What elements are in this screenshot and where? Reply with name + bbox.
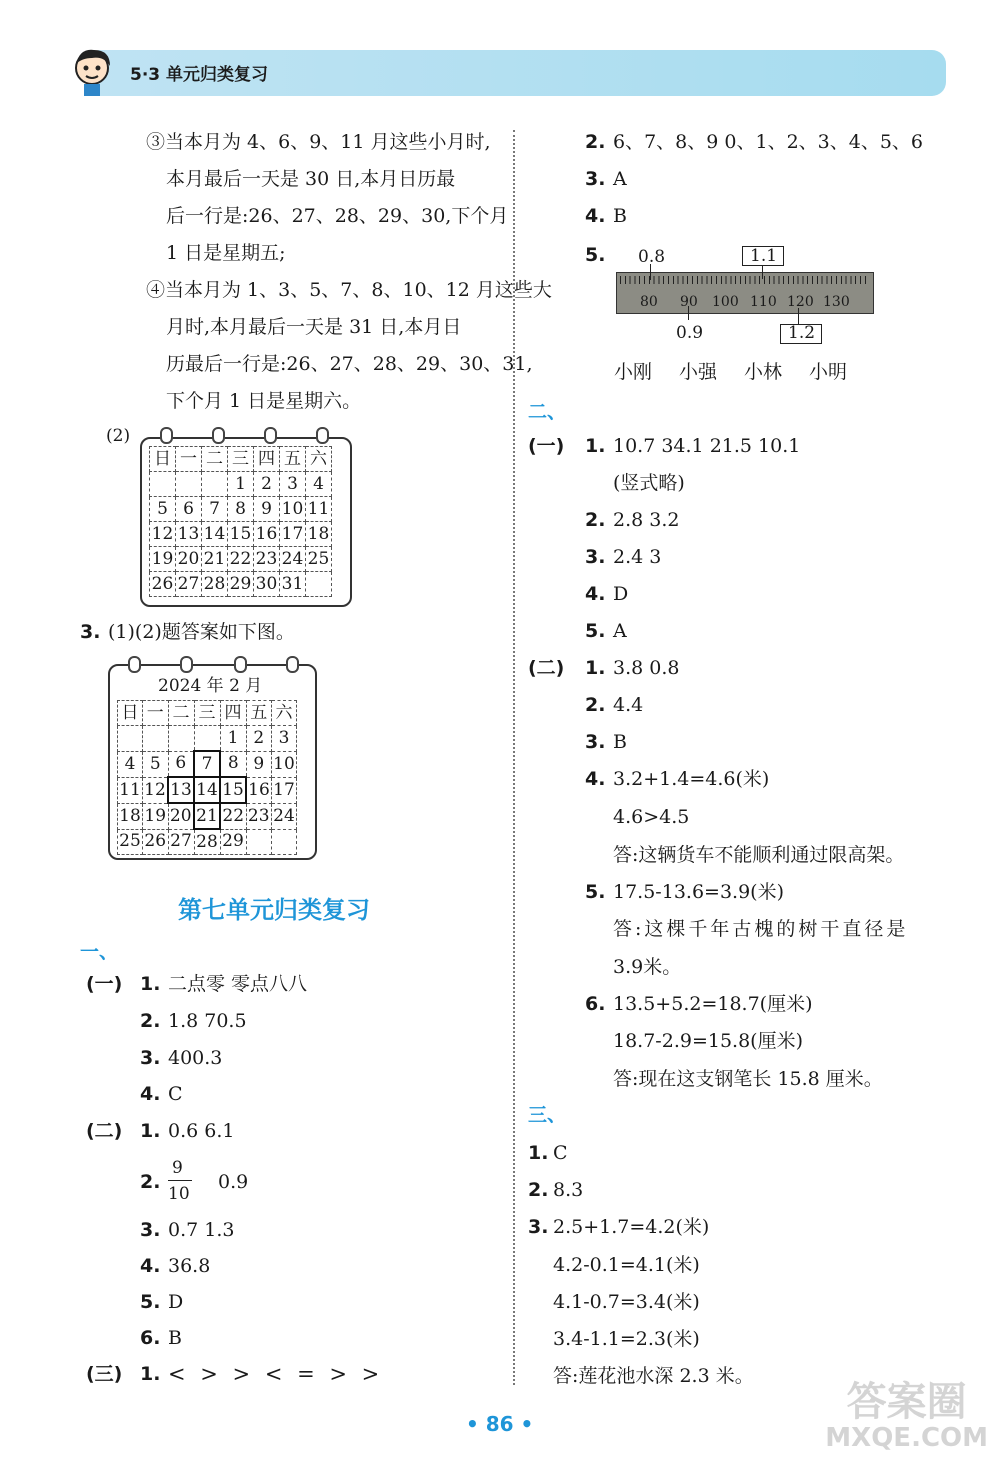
calendar-day: 23 (254, 547, 280, 572)
calendar-day: 26 (150, 572, 176, 597)
item-answer: 2.4 3 (613, 546, 662, 568)
calendar-day: 25 (118, 829, 143, 855)
ruler-label: 110 (750, 294, 777, 310)
item-number: 2. (585, 694, 606, 716)
calendar-day: 29 (220, 829, 246, 855)
calendar-day: 14 (202, 522, 228, 547)
header-title: 5·3 单元归类复习 (130, 65, 269, 85)
item3-line2: 本月最后一天是 30 日,本月日历最 (166, 168, 456, 190)
weekday-header: 二 (168, 701, 194, 726)
weekday-header: 六 (306, 447, 332, 472)
calendar-day: 18 (118, 803, 143, 829)
arrow-icon (798, 308, 799, 324)
item4-line2: 月时,本月最后一天是 31 日,本月日 (166, 316, 462, 338)
item-number: 1. (140, 973, 161, 995)
calendar-day (202, 472, 228, 497)
equation: 2.5+1.7=4.2(米) (553, 1216, 710, 1238)
weekday-header: 五 (246, 701, 272, 726)
fraction-bar (168, 1180, 192, 1181)
calendar-day: 8 (220, 751, 246, 777)
calendar-day: 26 (143, 829, 169, 855)
calendar-day: 16 (246, 777, 272, 803)
ring-icon (180, 656, 193, 673)
item-answer: 400.3 (168, 1047, 223, 1069)
arrow-icon (650, 264, 651, 280)
calendar-day: 7 (202, 497, 228, 522)
calendar-day: 16 (254, 522, 280, 547)
item-answer: 0.6 6.1 (168, 1120, 235, 1142)
weekday-header: 三 (194, 701, 220, 726)
item-number: 6. (140, 1327, 161, 1349)
calendar-day: 2 (246, 726, 272, 752)
arrow-icon (688, 306, 689, 320)
item-number: 4. (140, 1255, 161, 1277)
fraction-numerator: 9 (172, 1158, 183, 1178)
item-number: 4. (585, 583, 606, 605)
ruler-label: 130 (823, 294, 850, 310)
ring-icon (160, 427, 173, 444)
name-label: 小明 (809, 361, 848, 383)
item-number: 4. (585, 768, 606, 790)
name-label: 小刚 (614, 361, 653, 383)
item-number: 2. (528, 1179, 549, 1201)
item-number: 5. (585, 244, 606, 266)
page-number: • 86 • (466, 1412, 534, 1436)
group-1-label: (一) (86, 973, 123, 995)
weekday-header: 一 (143, 701, 169, 726)
group-3-label: (三) (86, 1363, 123, 1385)
calendar-day: 1 (220, 726, 246, 752)
equation: 3.2+1.4=4.6(米) (613, 768, 770, 790)
item-answer: 4.4 (613, 694, 644, 716)
note: (竖式略) (613, 472, 685, 494)
calendar-day (272, 829, 297, 855)
calendar-day: 1 (228, 472, 254, 497)
item-number: 1. (140, 1120, 161, 1142)
item-answer: 36.8 (168, 1255, 211, 1277)
marker-above-left: 0.8 (638, 247, 666, 267)
cal1-label: (2) (106, 426, 131, 446)
calendar-day: 24 (280, 547, 306, 572)
equation: 13.5+5.2=18.7(厘米) (613, 993, 813, 1015)
item-number: 4. (585, 205, 606, 227)
marker-below-left: 0.9 (676, 323, 704, 343)
section-1-heading: 一、 (80, 941, 119, 963)
ruler-label: 80 (640, 294, 658, 310)
calendar-day: 2 (254, 472, 280, 497)
item-answer: B (613, 731, 627, 753)
calendar-day: 19 (150, 547, 176, 572)
item-answer: 1.8 70.5 (168, 1010, 247, 1032)
calendar-day: 21 (202, 547, 228, 572)
item-answer: A (613, 620, 627, 642)
calendar-day: 5 (143, 751, 169, 777)
calendar-day: 18 (306, 522, 332, 547)
calendar-day (246, 829, 272, 855)
section-2-heading: 二、 (528, 401, 567, 423)
calendar-day: 30 (254, 572, 280, 597)
item4-line3: 历最后一行是:26、27、28、29、30、31, (166, 353, 533, 375)
calendar-day: 19 (143, 803, 169, 829)
item-number: 1. (528, 1142, 549, 1164)
calendar-day: 3 (280, 472, 306, 497)
calendar-day: 11 (306, 497, 332, 522)
item-number: 1. (140, 1363, 161, 1385)
calendar-day: 29 (228, 572, 254, 597)
marker-below-box: 1.2 (788, 323, 816, 343)
q3-number: 3. (80, 621, 101, 643)
group-1-label: (一) (528, 435, 565, 457)
ruler-ticks (620, 276, 868, 284)
item-answer: 10.7 34.1 21.5 10.1 (613, 435, 801, 457)
item-number: 3. (140, 1047, 161, 1069)
item-answer: A (613, 168, 627, 190)
calendar-day (168, 726, 194, 752)
item3-line4: 1 日是星期五; (166, 242, 286, 264)
calendar-2-title: 2024 年 2 月 (158, 676, 263, 696)
equation: 3.4-1.1=2.3(米) (553, 1328, 700, 1350)
calendar-day: 27 (176, 572, 202, 597)
ruler-label: 120 (787, 294, 814, 310)
calendar-day: 20 (176, 547, 202, 572)
fraction-denominator: 10 (168, 1184, 190, 1204)
calendar-day: 11 (118, 777, 143, 803)
calendar-day: 22 (228, 547, 254, 572)
group-2-label: (二) (528, 657, 565, 679)
unit-title: 第七单元归类复习 (178, 896, 370, 924)
ring-icon (128, 656, 141, 673)
calendar-day: 8 (228, 497, 254, 522)
equation: 4.1-0.7=3.4(米) (553, 1291, 700, 1313)
calendar-day (194, 726, 220, 752)
item-answer: 0.9 (218, 1171, 249, 1193)
item-number: 2. (585, 131, 606, 153)
calendar-day: 12 (143, 777, 169, 803)
calendar-day: 4 (306, 472, 332, 497)
calendar-2-grid (117, 700, 297, 855)
item-answer: 8.3 (553, 1179, 584, 1201)
weekday-header: 四 (220, 701, 246, 726)
mascot-icon (70, 46, 116, 98)
column-divider (513, 130, 515, 1385)
calendar-day: 28 (202, 572, 228, 597)
group-2-label: (二) (86, 1120, 123, 1142)
calendar-day: 15 (228, 522, 254, 547)
calendar-day: 15 (220, 777, 246, 803)
calendar-day: 28 (194, 829, 220, 855)
calendar-day: 3 (272, 726, 297, 752)
calendar-day (150, 472, 176, 497)
calendar-day: 20 (168, 803, 194, 829)
answer-sentence: 答:这辆货车不能顺利通过限高架。 (613, 844, 905, 866)
calendar-day: 25 (306, 547, 332, 572)
weekday-header: 二 (202, 447, 228, 472)
item-answer: 2.8 3.2 (613, 509, 680, 531)
calendar-day: 7 (194, 751, 220, 777)
ruler-label: 100 (712, 294, 739, 310)
item-number: 1. (585, 657, 606, 679)
item-number: 5. (140, 1291, 161, 1313)
item-number: 4. (140, 1083, 161, 1105)
item-answer: B (613, 205, 627, 227)
item-answer: C (553, 1142, 568, 1164)
ring-icon (286, 656, 299, 673)
item-answer: D (168, 1291, 184, 1313)
calendar-day: 22 (220, 803, 246, 829)
item-number: 3. (585, 546, 606, 568)
ruler-label: 90 (680, 294, 698, 310)
item-answer: C (168, 1083, 183, 1105)
equation: 4.6>4.5 (613, 806, 690, 828)
calendar-day: 10 (280, 497, 306, 522)
weekday-header: 日 (150, 447, 176, 472)
calendar-day: 27 (168, 829, 194, 855)
weekday-header: 四 (254, 447, 280, 472)
calendar-day: 12 (150, 522, 176, 547)
equation: 17.5-13.6=3.9(米) (613, 881, 784, 903)
weekday-header: 一 (176, 447, 202, 472)
item-number: 2. (140, 1010, 161, 1032)
name-label: 小林 (744, 361, 783, 383)
item-answer: B (168, 1327, 182, 1349)
calendar-day (176, 472, 202, 497)
watermark-title: 答案圈 (846, 1379, 967, 1425)
item-number: 3. (585, 168, 606, 190)
ring-icon (212, 427, 225, 444)
weekday-header: 日 (118, 701, 143, 726)
item-answer: D (613, 583, 629, 605)
item-number: 2. (140, 1171, 161, 1193)
calendar-day: 14 (194, 777, 220, 803)
item3-line3: 后一行是:26、27、28、29、30,下个月 (166, 205, 509, 227)
watermark-url: MXQE.COM (825, 1423, 988, 1453)
answer-sentence: 答:现在这支钢笔长 15.8 厘米。 (613, 1068, 883, 1090)
item-answer: 6、7、8、9 0、1、2、3、4、5、6 (613, 131, 924, 153)
item-number: 3. (585, 731, 606, 753)
item-number: 2. (585, 509, 606, 531)
comparison-answers: < > > < = > > (168, 1362, 380, 1386)
calendar-day: 6 (168, 751, 194, 777)
calendar-day: 17 (280, 522, 306, 547)
calendar-day: 21 (194, 803, 220, 829)
item4-line4: 下个月 1 日是星期六。 (166, 390, 362, 412)
calendar-day: 9 (254, 497, 280, 522)
section-3-heading: 三、 (528, 1104, 567, 1126)
watermark (825, 1380, 988, 1452)
weekday-header: 三 (228, 447, 254, 472)
calendar-day: 17 (272, 777, 297, 803)
answer-sentence: 3.9米。 (613, 956, 682, 978)
item-number: 1. (585, 435, 606, 457)
answer-sentence: 答:这棵千年古槐的树干直径是 (613, 918, 909, 940)
item-number: 5. (585, 620, 606, 642)
item3-line1: ③当本月为 4、6、9、11 月这些小月时, (146, 131, 491, 153)
marker-above-box: 1.1 (750, 246, 778, 266)
calendar-day: 10 (272, 751, 297, 777)
calendar-day: 23 (246, 803, 272, 829)
item-number: 5. (585, 881, 606, 903)
calendar-day (143, 726, 169, 752)
calendar-day: 24 (272, 803, 297, 829)
ring-icon (316, 427, 329, 444)
calendar-day: 9 (246, 751, 272, 777)
item-answer: 3.8 0.8 (613, 657, 680, 679)
calendar-day: 6 (176, 497, 202, 522)
item-number: 6. (585, 993, 606, 1015)
equation: 18.7-2.9=15.8(厘米) (613, 1030, 803, 1052)
item-number: 3. (528, 1216, 549, 1238)
item-answer: 二点零 零点八八 (168, 973, 308, 995)
item-answer: 0.7 1.3 (168, 1219, 235, 1241)
equation: 4.2-0.1=4.1(米) (553, 1254, 700, 1276)
calendar-day: 4 (118, 751, 143, 777)
ring-icon (234, 656, 247, 673)
calendar-day: 31 (280, 572, 306, 597)
calendar-day (306, 572, 332, 597)
weekday-header: 六 (272, 701, 297, 726)
calendar-day: 13 (176, 522, 202, 547)
weekday-header: 五 (280, 447, 306, 472)
item4-line1: ④当本月为 1、3、5、7、8、10、12 月这些大 (146, 279, 552, 301)
calendar-day: 5 (150, 497, 176, 522)
calendar-day (118, 726, 143, 752)
calendar-1-grid (149, 446, 332, 597)
q3-text: (1)(2)题答案如下图。 (108, 621, 295, 643)
arrow-icon (762, 265, 763, 279)
ring-icon (264, 427, 277, 444)
item-number: 3. (140, 1219, 161, 1241)
answer-sentence: 答:莲花池水深 2.3 米。 (553, 1365, 754, 1387)
calendar-day: 13 (168, 777, 194, 803)
name-label: 小强 (679, 361, 718, 383)
